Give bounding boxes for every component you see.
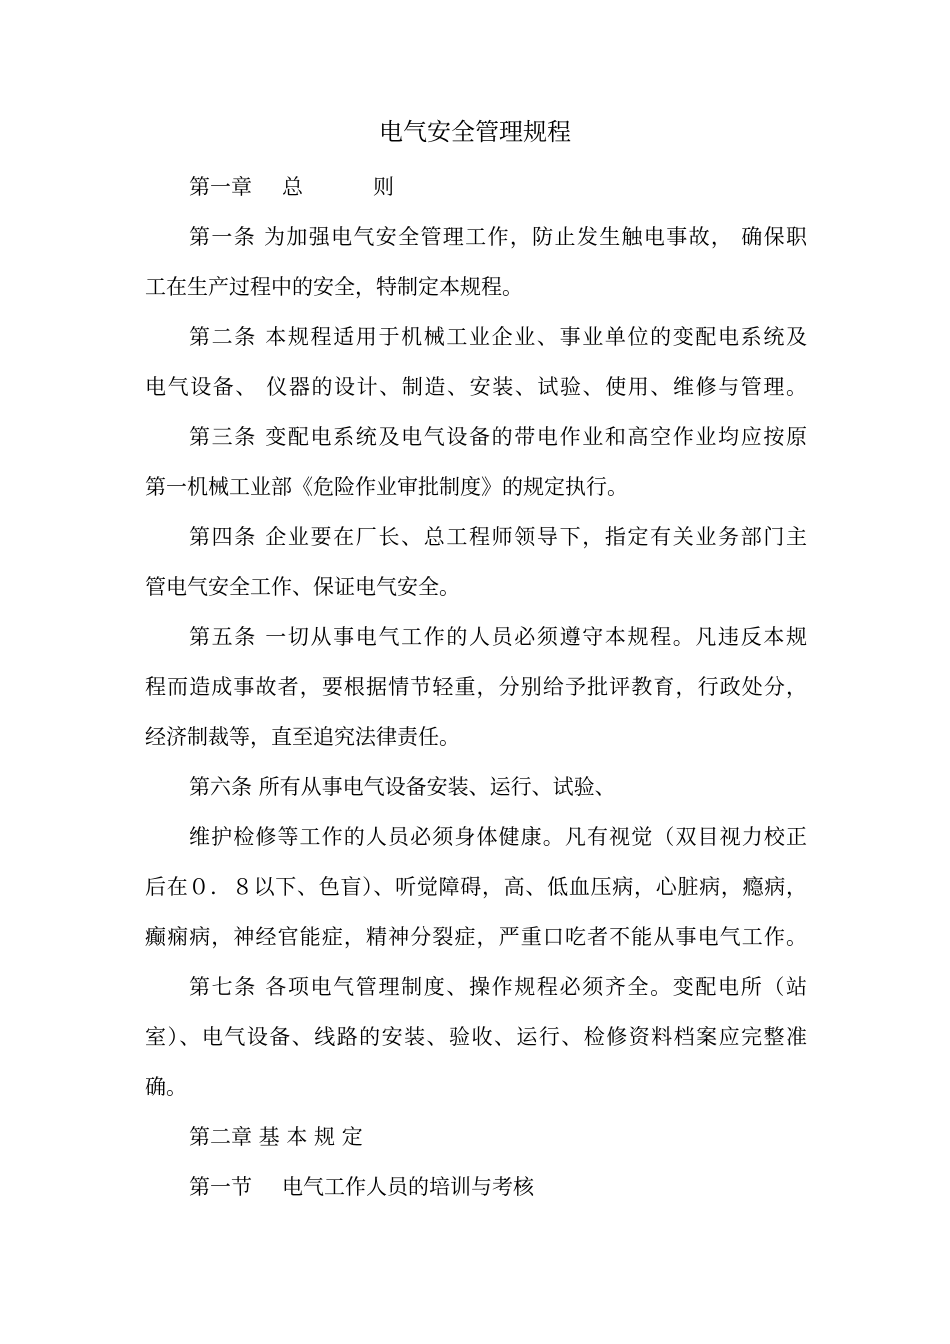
text-line: 第一机械工业部《危险作业审批制度》的规定执行。 — [145, 475, 628, 499]
section-label: 第一节 — [189, 1175, 252, 1199]
text-line: 第二条 本规程适用于机械工业企业、事业单位的变配电系统及 — [189, 325, 807, 349]
chapter-word-2: 则 — [373, 175, 394, 199]
document-body — [145, 165, 807, 1215]
text-line: 第四条 企业要在厂长、总工程师领导下，指定有关业务部门主 — [189, 525, 807, 549]
text-line: 第七条 各项电气管理制度、操作规程必须齐全。变配电所（站 — [189, 975, 807, 999]
text-line: 管电气安全工作、保证电气安全。 — [145, 575, 460, 599]
chapter-word-1: 总 — [282, 175, 303, 199]
section-title: 电气工作人员的培训与考核 — [282, 1175, 534, 1199]
text-line: 第三条 变配电系统及电气设备的带电作业和高空作业均应按原 — [189, 425, 807, 449]
text-line: 程而造成事故者，要根据情节轻重，分别给予批评教育，行政处分， — [145, 675, 807, 699]
text-line: 维护检修等工作的人员必须身体健康。凡有视觉（双目视力校正 — [189, 825, 807, 849]
chapter-heading — [145, 165, 807, 215]
chapter-label: 第一章 — [189, 175, 252, 199]
chapter-2-heading: 第二章 基 本 规 定 — [189, 1125, 363, 1149]
text-line: 癫痫病，神经官能症，精神分裂症，严重口吃者不能从事电气工作。 — [145, 925, 807, 949]
text-line: 第一条 为加强电气安全管理工作，防止发生触电事故， 确保职 — [189, 225, 807, 249]
text-line: 经济制裁等，直至追究法律责任。 — [145, 725, 460, 749]
document-title: 电气安全管理规程 — [379, 118, 571, 146]
text-line: 第六条 所有从事电气设备安装、运行、试验、 — [189, 775, 616, 799]
section-heading — [145, 1165, 807, 1215]
text-line: 第五条 一切从事电气工作的人员必须遵守本规程。凡违反本规 — [189, 625, 807, 649]
text-line: 确。 — [145, 1075, 187, 1099]
text-line: 后在０．８以下、色盲）、听觉障碍，高、低血压病，心脏病，瘾病， — [145, 875, 807, 899]
text-line: 工在生产过程中的安全，特制定本规程。 — [145, 275, 523, 299]
text-line: 室）、电气设备、线路的安装、验收、运行、检修资料档案应完整准 — [145, 1025, 807, 1049]
text-line: 电气设备、 仪器的设计、制造、安装、试验、使用、维修与管理。 — [145, 375, 807, 399]
